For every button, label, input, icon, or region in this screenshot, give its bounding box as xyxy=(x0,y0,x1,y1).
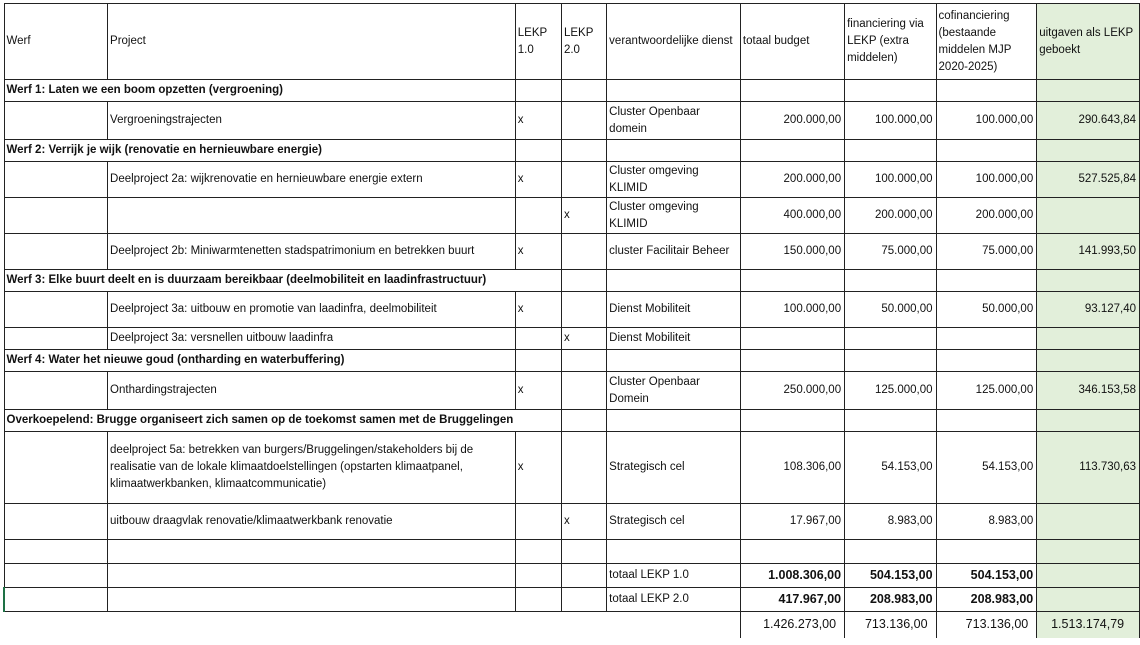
cell[interactable] xyxy=(607,612,741,638)
cell-cofinanciering[interactable]: 54.153,00 xyxy=(936,432,1037,504)
cell[interactable] xyxy=(561,588,606,612)
cell[interactable] xyxy=(607,270,741,292)
total-cofinanciering-lekp2[interactable]: 208.983,00 xyxy=(936,588,1037,612)
cell-uitgaven[interactable]: 527.525,84 xyxy=(1037,162,1140,198)
cell[interactable] xyxy=(561,350,606,372)
total-label-lekp1[interactable]: totaal LEKP 1.0 xyxy=(607,564,741,588)
cell[interactable] xyxy=(515,564,561,588)
header-lekp1[interactable]: LEKP 1.0 xyxy=(515,4,561,80)
cell-cofinanciering[interactable]: 50.000,00 xyxy=(936,292,1037,328)
cell-lekp2[interactable] xyxy=(561,234,606,270)
cell-budget[interactable]: 17.967,00 xyxy=(740,504,844,540)
cell-lekp1[interactable] xyxy=(515,504,561,540)
cell-budget[interactable]: 250.000,00 xyxy=(740,372,844,410)
cell-project[interactable]: Deelproject 2b: Miniwarmtenetten stadspatrimonium en betrekken buurt xyxy=(108,234,516,270)
cell-lekp1[interactable]: x xyxy=(515,102,561,140)
cell-lekp1[interactable]: x xyxy=(515,372,561,410)
grand-total-uitgaven[interactable]: 1.513.174,79 xyxy=(1037,612,1140,638)
cell-lekp2[interactable] xyxy=(561,432,606,504)
cell[interactable] xyxy=(1037,540,1140,564)
cell[interactable] xyxy=(607,350,741,372)
cell-lekp1[interactable]: x xyxy=(515,292,561,328)
cell[interactable] xyxy=(108,540,516,564)
cell-budget[interactable]: 400.000,00 xyxy=(740,198,844,234)
cell[interactable] xyxy=(1037,588,1140,612)
cell-project[interactable]: Deelproject 3a: versnellen uitbouw laadinfra xyxy=(108,328,516,350)
cell[interactable] xyxy=(936,270,1037,292)
section-row xyxy=(4,410,1140,432)
total-row-lekp2 xyxy=(4,588,1140,612)
cell-werf[interactable] xyxy=(4,292,108,328)
cell[interactable] xyxy=(515,270,561,292)
cell[interactable] xyxy=(936,140,1037,162)
cell-werf[interactable] xyxy=(4,162,108,198)
header-werf[interactable]: Werf xyxy=(4,4,108,80)
cell-project[interactable] xyxy=(108,198,516,234)
cell-dienst[interactable]: Strategisch cel xyxy=(607,432,741,504)
cell[interactable] xyxy=(4,588,108,612)
cell[interactable] xyxy=(515,612,561,638)
cell-financiering[interactable]: 50.000,00 xyxy=(845,292,936,328)
cell-uitgaven[interactable] xyxy=(1037,198,1140,234)
cell-financiering[interactable]: 100.000,00 xyxy=(845,102,936,140)
cell-uitgaven[interactable]: 346.153,58 xyxy=(1037,372,1140,410)
cell-project[interactable]: uitbouw draagvlak renovatie/klimaatwerkbank renovatie xyxy=(108,504,516,540)
cell-lekp1[interactable] xyxy=(515,328,561,350)
cell-uitgaven[interactable]: 93.127,40 xyxy=(1037,292,1140,328)
cell[interactable] xyxy=(1037,410,1140,432)
cell-lekp2[interactable]: x xyxy=(561,504,606,540)
cell-uitgaven[interactable] xyxy=(1037,328,1140,350)
cell[interactable] xyxy=(561,140,606,162)
budget-table xyxy=(3,3,1140,638)
cell[interactable] xyxy=(561,564,606,588)
cell-project[interactable]: Onthardingstrajecten xyxy=(108,372,516,410)
cell[interactable] xyxy=(845,410,936,432)
cell-dienst[interactable]: Dienst Mobiliteit xyxy=(607,292,741,328)
cell[interactable] xyxy=(561,80,606,102)
cell-financiering[interactable]: 100.000,00 xyxy=(845,162,936,198)
cell[interactable] xyxy=(4,564,108,588)
section-werf-3[interactable]: Werf 3: Elke buurt deelt en is duurzaam bereikbaar (deelmobiliteit en laadinfrastructuur) xyxy=(4,270,515,292)
cell[interactable] xyxy=(561,612,606,638)
cell[interactable] xyxy=(740,80,844,102)
table-row xyxy=(4,292,1140,328)
cell[interactable] xyxy=(515,588,561,612)
cell-lekp2[interactable]: x xyxy=(561,328,606,350)
total-budget-lekp1[interactable]: 1.008.306,00 xyxy=(740,564,844,588)
table-row xyxy=(4,328,1140,350)
cell[interactable] xyxy=(108,588,516,612)
cell[interactable] xyxy=(607,540,741,564)
cell[interactable] xyxy=(936,80,1037,102)
cell-werf[interactable] xyxy=(4,198,108,234)
cell-financiering[interactable] xyxy=(845,328,936,350)
cell-project[interactable]: Deelproject 3a: uitbouw en promotie van laadinfra, deelmobiliteit xyxy=(108,292,516,328)
cell-budget[interactable]: 200.000,00 xyxy=(740,162,844,198)
cell-project[interactable]: Deelproject 2a: wijkrenovatie en hernieuwbare energie extern xyxy=(108,162,516,198)
cell-werf[interactable] xyxy=(4,372,108,410)
header-cofinanciering[interactable]: cofinanciering (bestaande middelen MJP 2020-2025) xyxy=(936,4,1037,80)
cell-lekp1[interactable]: x xyxy=(515,234,561,270)
cell-project[interactable]: deelproject 5a: betrekken van burgers/Bruggelingen/stakeholders bij de realisatie van de lokale klimaatdoelstellingen (opstarten klimaatpanel, klimaatwerkbanken, klimaatcommunicatie) xyxy=(108,432,516,504)
cell-werf[interactable] xyxy=(4,504,108,540)
cell[interactable] xyxy=(4,612,108,638)
cell-budget[interactable]: 100.000,00 xyxy=(740,292,844,328)
grand-total-financiering[interactable]: 713.136,00 xyxy=(845,612,936,638)
section-werf-2[interactable]: Werf 2: Verrijk je wijk (renovatie en hernieuwbare energie) xyxy=(4,140,515,162)
section-werf-1[interactable]: Werf 1: Laten we een boom opzetten (vergroening) xyxy=(4,80,515,102)
cell[interactable] xyxy=(740,140,844,162)
cell[interactable] xyxy=(1037,564,1140,588)
cell[interactable] xyxy=(607,410,741,432)
cell[interactable] xyxy=(561,410,606,432)
total-financiering-lekp1[interactable]: 504.153,00 xyxy=(845,564,936,588)
cell-cofinanciering[interactable] xyxy=(936,328,1037,350)
cell-financiering[interactable]: 125.000,00 xyxy=(845,372,936,410)
section-werf-4[interactable]: Werf 4: Water het nieuwe goud (ontharding en waterbuffering) xyxy=(4,350,515,372)
empty-row xyxy=(4,540,1140,564)
cell-lekp2[interactable]: x xyxy=(561,198,606,234)
cell-lekp1[interactable]: x xyxy=(515,432,561,504)
cell-financiering[interactable]: 54.153,00 xyxy=(845,432,936,504)
cell[interactable] xyxy=(740,540,844,564)
cell[interactable] xyxy=(936,350,1037,372)
cell-dienst[interactable]: Cluster omgeving KLIMID xyxy=(607,198,741,234)
cell[interactable] xyxy=(108,612,516,638)
cell[interactable] xyxy=(740,350,844,372)
cell[interactable] xyxy=(845,140,936,162)
cell[interactable] xyxy=(515,540,561,564)
cell[interactable] xyxy=(515,410,561,432)
cell[interactable] xyxy=(936,540,1037,564)
total-cofinanciering-lekp1[interactable]: 504.153,00 xyxy=(936,564,1037,588)
cell[interactable] xyxy=(1037,270,1140,292)
cell[interactable] xyxy=(515,140,561,162)
section-row xyxy=(4,270,1140,292)
table-row xyxy=(4,432,1140,504)
cell[interactable] xyxy=(515,80,561,102)
cell-uitgaven[interactable]: 113.730,63 xyxy=(1037,432,1140,504)
cell-dienst[interactable]: cluster Facilitair Beheer xyxy=(607,234,741,270)
header-dienst[interactable]: verantwoordelijke dienst xyxy=(607,4,741,80)
header-financiering[interactable]: financiering via LEKP (extra middelen) xyxy=(845,4,936,80)
cell-werf[interactable] xyxy=(4,432,108,504)
cell-cofinanciering[interactable]: 200.000,00 xyxy=(936,198,1037,234)
grand-total-budget[interactable]: 1.426.273,00 xyxy=(740,612,844,638)
total-row-lekp1 xyxy=(4,564,1140,588)
header-lekp2[interactable]: LEKP 2.0 xyxy=(561,4,606,80)
table-row xyxy=(4,234,1140,270)
cell-cofinanciering[interactable]: 100.000,00 xyxy=(936,162,1037,198)
header-budget[interactable]: totaal budget xyxy=(740,4,844,80)
cell[interactable] xyxy=(845,270,936,292)
cell-lekp2[interactable] xyxy=(561,162,606,198)
section-row xyxy=(4,350,1140,372)
cell-lekp1[interactable]: x xyxy=(515,162,561,198)
cell-uitgaven[interactable] xyxy=(1037,504,1140,540)
section-overkoepelend[interactable]: Overkoepelend: Brugge organiseert zich samen op de toekomst samen met de Bruggelingen xyxy=(4,410,515,432)
cell-dienst[interactable]: Cluster Openbaar Domein xyxy=(607,372,741,410)
section-row xyxy=(4,80,1140,102)
cell[interactable] xyxy=(740,410,844,432)
cell-financiering[interactable]: 8.983,00 xyxy=(845,504,936,540)
table-row xyxy=(4,372,1140,410)
cell-cofinanciering[interactable]: 125.000,00 xyxy=(936,372,1037,410)
cell-lekp1[interactable] xyxy=(515,198,561,234)
cell[interactable] xyxy=(740,270,844,292)
table-row xyxy=(4,102,1140,140)
cell[interactable] xyxy=(607,140,741,162)
cell-cofinanciering[interactable]: 100.000,00 xyxy=(936,102,1037,140)
cell-budget[interactable]: 108.306,00 xyxy=(740,432,844,504)
table-row xyxy=(4,162,1140,198)
cell-dienst[interactable]: Dienst Mobiliteit xyxy=(607,328,741,350)
cell-cofinanciering[interactable]: 75.000,00 xyxy=(936,234,1037,270)
total-financiering-lekp2[interactable]: 208.983,00 xyxy=(845,588,936,612)
cell-dienst[interactable]: Cluster omgeving KLIMID xyxy=(607,162,741,198)
cell-werf[interactable] xyxy=(4,328,108,350)
grand-total-cofinanciering[interactable]: 713.136,00 xyxy=(936,612,1037,638)
table-row xyxy=(4,504,1140,540)
cell-financiering[interactable]: 75.000,00 xyxy=(845,234,936,270)
cell[interactable] xyxy=(1037,350,1140,372)
header-project[interactable]: Project xyxy=(108,4,516,80)
cell[interactable] xyxy=(845,80,936,102)
total-label-lekp2[interactable]: totaal LEKP 2.0 xyxy=(607,588,741,612)
cell[interactable] xyxy=(1037,80,1140,102)
cell[interactable] xyxy=(561,540,606,564)
cell-financiering[interactable]: 200.000,00 xyxy=(845,198,936,234)
cell[interactable] xyxy=(607,80,741,102)
cell-werf[interactable] xyxy=(4,102,108,140)
cell-uitgaven[interactable]: 290.643,84 xyxy=(1037,102,1140,140)
cell-uitgaven[interactable]: 141.993,50 xyxy=(1037,234,1140,270)
cell-budget[interactable] xyxy=(740,328,844,350)
section-row xyxy=(4,140,1140,162)
cell-lekp2[interactable] xyxy=(561,102,606,140)
cell[interactable] xyxy=(515,350,561,372)
cell-project[interactable]: Vergroeningstrajecten xyxy=(108,102,516,140)
cell[interactable] xyxy=(108,564,516,588)
cell[interactable] xyxy=(845,350,936,372)
cell-lekp2[interactable] xyxy=(561,292,606,328)
cell-cofinanciering[interactable]: 8.983,00 xyxy=(936,504,1037,540)
cell[interactable] xyxy=(4,540,108,564)
cell-dienst[interactable]: Strategisch cel xyxy=(607,504,741,540)
cell-werf[interactable] xyxy=(4,234,108,270)
table-row xyxy=(4,198,1140,234)
cell-dienst[interactable]: Cluster Openbaar domein xyxy=(607,102,741,140)
cell[interactable] xyxy=(845,540,936,564)
cell-budget[interactable]: 200.000,00 xyxy=(740,102,844,140)
grand-total-row xyxy=(4,612,1140,638)
cell[interactable] xyxy=(561,270,606,292)
header-row xyxy=(4,4,1140,80)
total-budget-lekp2[interactable]: 417.967,00 xyxy=(740,588,844,612)
cell-budget[interactable]: 150.000,00 xyxy=(740,234,844,270)
cell-lekp2[interactable] xyxy=(561,372,606,410)
cell[interactable] xyxy=(1037,140,1140,162)
cell[interactable] xyxy=(936,410,1037,432)
header-uitgaven[interactable]: uitgaven als LEKP geboekt xyxy=(1037,4,1140,80)
